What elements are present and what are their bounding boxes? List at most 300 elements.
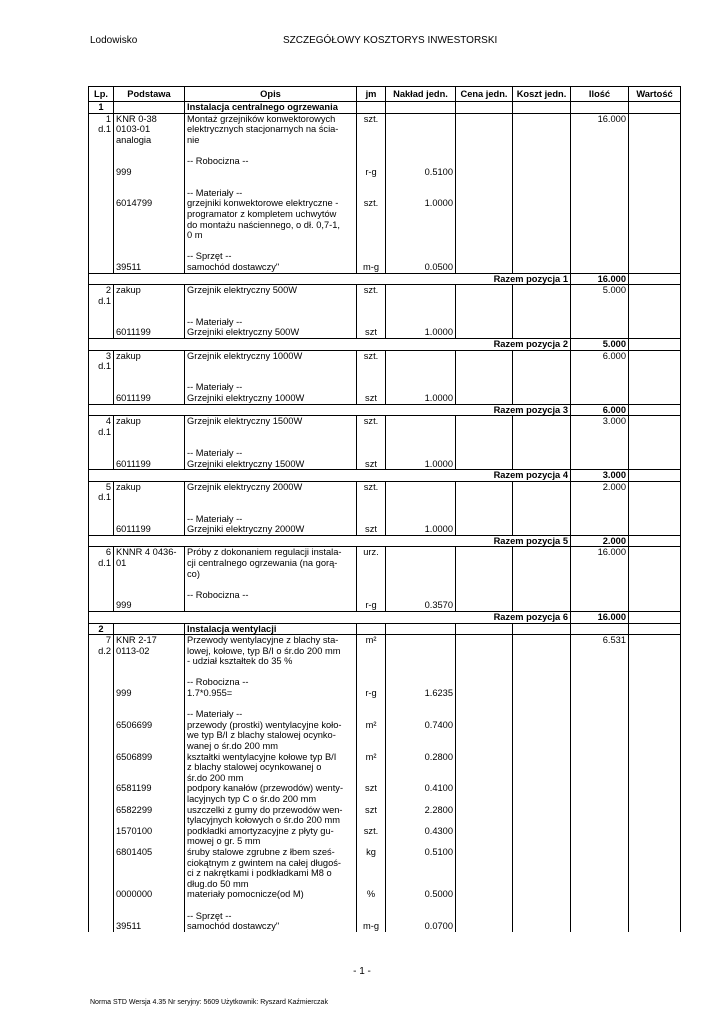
jm-cell	[357, 156, 386, 167]
resource-row	[89, 514, 681, 525]
koszt-cell	[513, 623, 571, 635]
lp-cell	[89, 262, 114, 273]
naklad-cell: 1.0000	[386, 459, 456, 470]
opis-cell: Grzejnik elektryczny 500W	[185, 285, 357, 307]
lp-cell	[89, 188, 114, 199]
ilosc-cell	[571, 524, 629, 535]
opis-cell: -- Materiały --	[185, 448, 357, 459]
resource-row	[89, 156, 681, 167]
koszt-cell	[513, 437, 571, 448]
ilosc-cell	[571, 623, 629, 635]
position-total-quantity: 3.000	[571, 470, 629, 482]
cena-cell	[456, 113, 513, 145]
lp-cell: 5 d.1	[89, 481, 114, 503]
lp-cell	[89, 372, 114, 383]
podstawa-cell	[114, 709, 185, 720]
col-header-wartosc: Wartość	[629, 87, 681, 102]
resource-row	[89, 251, 681, 262]
jm-cell: szt.	[357, 416, 386, 438]
jm-cell: szt	[357, 524, 386, 535]
wartosc-cell	[629, 889, 681, 900]
ilosc-cell	[571, 437, 629, 448]
wartosc-cell	[629, 241, 681, 252]
podstawa-cell: 6011199	[114, 327, 185, 338]
jm-cell: szt	[357, 327, 386, 338]
podstawa-cell	[114, 145, 185, 156]
koszt-cell	[513, 459, 571, 470]
lp-cell	[89, 699, 114, 710]
koszt-cell	[513, 847, 571, 889]
naklad-cell	[386, 251, 456, 262]
position-total-row	[89, 339, 681, 351]
ilosc-cell	[571, 667, 629, 678]
lp-cell	[89, 921, 114, 932]
naklad-cell	[386, 481, 456, 503]
koszt-cell	[513, 448, 571, 459]
cena-cell	[456, 623, 513, 635]
wartosc-cell	[629, 156, 681, 167]
podstawa-cell	[114, 911, 185, 922]
ilosc-cell	[571, 720, 629, 752]
lp-cell: 2 d.1	[89, 285, 114, 307]
naklad-cell: 1.0000	[386, 393, 456, 404]
podstawa-cell: 999	[114, 600, 185, 611]
jm-cell	[357, 372, 386, 383]
jm-cell: m²	[357, 635, 386, 667]
lp-cell	[89, 327, 114, 338]
jm-cell: r-g	[357, 167, 386, 178]
wartosc-cell	[629, 677, 681, 688]
wartosc-cell	[629, 145, 681, 156]
lp-cell: 3 d.1	[89, 350, 114, 372]
resource-row	[89, 262, 681, 273]
jm-cell	[357, 667, 386, 678]
spacer-row	[89, 699, 681, 710]
lp-cell: 1 d.1	[89, 113, 114, 145]
opis-cell: samochód dostawczy"	[185, 262, 357, 273]
wartosc-cell	[629, 306, 681, 317]
wartosc-cell	[629, 188, 681, 199]
resource-row	[89, 709, 681, 720]
jm-cell: szt.	[357, 198, 386, 240]
naklad-cell	[386, 382, 456, 393]
jm-cell: szt	[357, 393, 386, 404]
wartosc-cell	[629, 709, 681, 720]
naklad-cell	[386, 113, 456, 145]
naklad-cell: 1.6235	[386, 688, 456, 699]
ilosc-cell	[571, 241, 629, 252]
wartosc-cell	[629, 437, 681, 448]
opis-cell: Grzejniki elektryczny 500W	[185, 327, 357, 338]
lp-cell	[89, 241, 114, 252]
section-header-row	[89, 102, 681, 114]
position-total-label: Razem pozycja 5	[89, 535, 571, 547]
ilosc-cell	[571, 327, 629, 338]
naklad-cell	[386, 416, 456, 438]
naklad-cell: 1.0000	[386, 198, 456, 240]
spacer-row	[89, 372, 681, 383]
koszt-cell	[513, 285, 571, 307]
resource-row	[89, 393, 681, 404]
podstawa-cell	[114, 579, 185, 590]
cena-cell	[456, 847, 513, 889]
ilosc-cell	[571, 579, 629, 590]
wartosc-cell	[629, 900, 681, 911]
wartosc-cell	[629, 699, 681, 710]
naklad-cell	[386, 241, 456, 252]
ilosc-cell	[571, 514, 629, 525]
cena-cell	[456, 156, 513, 167]
cena-cell	[456, 547, 513, 579]
jm-cell	[357, 188, 386, 199]
ilosc-cell	[571, 503, 629, 514]
ilosc-cell	[571, 198, 629, 240]
opis-cell: -- Robocizna --	[185, 156, 357, 167]
opis-cell: -- Materiały --	[185, 709, 357, 720]
jm-cell: szt.	[357, 113, 386, 145]
cena-cell	[456, 514, 513, 525]
wartosc-cell	[629, 720, 681, 752]
podstawa-cell	[114, 102, 185, 114]
opis-cell	[185, 145, 357, 156]
podstawa-cell	[114, 188, 185, 199]
lp-cell	[89, 393, 114, 404]
ilosc-cell	[571, 372, 629, 383]
opis-cell	[185, 241, 357, 252]
cena-cell	[456, 590, 513, 601]
lp-cell	[89, 317, 114, 328]
wartosc-cell	[629, 350, 681, 372]
wartosc-cell	[629, 600, 681, 611]
jm-cell: %	[357, 889, 386, 900]
jm-cell	[357, 317, 386, 328]
wartosc-cell	[629, 113, 681, 145]
cost-estimate-table	[88, 86, 681, 932]
naklad-cell: 0.4100	[386, 783, 456, 804]
cena-cell	[456, 437, 513, 448]
resource-row	[89, 911, 681, 922]
naklad-cell	[386, 677, 456, 688]
ilosc-cell: 16.000	[571, 113, 629, 145]
koszt-cell	[513, 677, 571, 688]
position-total-value	[629, 535, 681, 547]
cena-cell	[456, 579, 513, 590]
ilosc-cell	[571, 677, 629, 688]
ilosc-cell: 6.000	[571, 350, 629, 372]
lp-cell: 7 d.2	[89, 635, 114, 667]
col-header-cena: Cena jedn.	[456, 87, 513, 102]
jm-cell	[357, 437, 386, 448]
cena-cell	[456, 241, 513, 252]
naklad-cell: 0.7400	[386, 720, 456, 752]
jm-cell	[357, 448, 386, 459]
ilosc-cell: 16.000	[571, 547, 629, 579]
opis-cell: -- Materiały --	[185, 317, 357, 328]
naklad-cell	[386, 350, 456, 372]
opis-cell: -- Robocizna --	[185, 590, 357, 601]
resource-row	[89, 805, 681, 826]
position-total-label: Razem pozycja 6	[89, 611, 571, 623]
lp-cell	[89, 911, 114, 922]
position-total-quantity: 16.000	[571, 611, 629, 623]
podstawa-cell: 6582299	[114, 805, 185, 826]
position-total-quantity: 16.000	[571, 273, 629, 285]
koszt-cell	[513, 635, 571, 667]
podstawa-cell	[114, 590, 185, 601]
wartosc-cell	[629, 372, 681, 383]
col-header-naklad: Nakład jedn.	[386, 87, 456, 102]
naklad-cell: 0.4300	[386, 826, 456, 847]
jm-cell	[357, 382, 386, 393]
wartosc-cell	[629, 688, 681, 699]
koszt-cell	[513, 579, 571, 590]
koszt-cell	[513, 709, 571, 720]
wartosc-cell	[629, 177, 681, 188]
lp-cell	[89, 167, 114, 178]
koszt-cell	[513, 113, 571, 145]
opis-cell: uszczelki z gumy do przewodów wen- tylacyjnych kołowych o śr.do 200 mm	[185, 805, 357, 826]
podstawa-cell: 6581199	[114, 783, 185, 804]
koszt-cell	[513, 524, 571, 535]
jm-cell	[357, 579, 386, 590]
lp-cell	[89, 709, 114, 720]
opis-cell	[185, 306, 357, 317]
koszt-cell	[513, 393, 571, 404]
koszt-cell	[513, 416, 571, 438]
cena-cell	[456, 481, 513, 503]
lp-cell	[89, 503, 114, 514]
wartosc-cell	[629, 667, 681, 678]
jm-cell	[357, 503, 386, 514]
cena-cell	[456, 720, 513, 752]
position-total-quantity: 2.000	[571, 535, 629, 547]
lp-cell	[89, 590, 114, 601]
naklad-cell	[386, 547, 456, 579]
lp-cell	[89, 156, 114, 167]
koszt-cell	[513, 600, 571, 611]
koszt-cell	[513, 241, 571, 252]
cena-cell	[456, 783, 513, 804]
resource-row	[89, 167, 681, 178]
ilosc-cell	[571, 889, 629, 900]
position-total-row	[89, 273, 681, 285]
lp-cell	[89, 437, 114, 448]
koszt-cell	[513, 547, 571, 579]
cena-cell	[456, 177, 513, 188]
position-row	[89, 481, 681, 503]
naklad-cell: 0.5000	[386, 889, 456, 900]
spacer-row	[89, 241, 681, 252]
wartosc-cell	[629, 635, 681, 667]
spacer-row	[89, 900, 681, 911]
cena-cell	[456, 524, 513, 535]
jm-cell	[357, 709, 386, 720]
resource-row	[89, 382, 681, 393]
opis-cell	[185, 579, 357, 590]
opis-cell: 1.7*0.955=	[185, 688, 357, 699]
opis-cell: Instalacja centralnego ogrzewania	[185, 102, 357, 114]
naklad-cell: 0.5100	[386, 167, 456, 178]
wartosc-cell	[629, 514, 681, 525]
koszt-cell	[513, 514, 571, 525]
jm-cell: szt	[357, 459, 386, 470]
lp-cell: 2	[89, 623, 114, 635]
cena-cell	[456, 709, 513, 720]
ilosc-cell: 2.000	[571, 481, 629, 503]
opis-cell: Grzejniki elektryczny 1000W	[185, 393, 357, 404]
cena-cell	[456, 372, 513, 383]
opis-cell: kształtki wentylacyjne kołowe typ B/I z blachy stalowej ocynkowanej o śr.do 200 mm	[185, 752, 357, 784]
position-total-quantity: 5.000	[571, 339, 629, 351]
cena-cell	[456, 752, 513, 784]
lp-cell	[89, 783, 114, 804]
jm-cell: urz.	[357, 547, 386, 579]
spacer-row	[89, 306, 681, 317]
lp-cell	[89, 306, 114, 317]
ilosc-cell	[571, 306, 629, 317]
jm-cell	[357, 241, 386, 252]
opis-cell: samochód dostawczy"	[185, 921, 357, 932]
ilosc-cell	[571, 317, 629, 328]
ilosc-cell	[571, 699, 629, 710]
podstawa-cell: 0000000	[114, 889, 185, 900]
ilosc-cell	[571, 459, 629, 470]
position-total-quantity: 6.000	[571, 404, 629, 416]
ilosc-cell	[571, 911, 629, 922]
koszt-cell	[513, 167, 571, 178]
koszt-cell	[513, 481, 571, 503]
opis-cell: -- Sprzęt --	[185, 251, 357, 262]
document-project-name: Lodowisko	[90, 35, 138, 46]
col-header-jm: jm	[357, 87, 386, 102]
page-number: - 1 -	[353, 966, 371, 977]
position-total-value	[629, 273, 681, 285]
cena-cell	[456, 285, 513, 307]
koszt-cell	[513, 783, 571, 804]
position-row	[89, 635, 681, 667]
wartosc-cell	[629, 590, 681, 601]
position-row	[89, 350, 681, 372]
lp-cell	[89, 826, 114, 847]
wartosc-cell	[629, 317, 681, 328]
wartosc-cell	[629, 503, 681, 514]
naklad-cell: 0.2800	[386, 752, 456, 784]
cena-cell	[456, 382, 513, 393]
position-total-row	[89, 611, 681, 623]
ilosc-cell	[571, 826, 629, 847]
position-row	[89, 113, 681, 145]
podstawa-cell	[114, 241, 185, 252]
wartosc-cell	[629, 847, 681, 889]
koszt-cell	[513, 590, 571, 601]
col-header-lp: Lp.	[89, 87, 114, 102]
lp-cell	[89, 600, 114, 611]
cena-cell	[456, 805, 513, 826]
koszt-cell	[513, 156, 571, 167]
cena-cell	[456, 900, 513, 911]
jm-cell: m²	[357, 720, 386, 752]
podstawa-cell: KNR 2-17 0113-02	[114, 635, 185, 667]
resource-row	[89, 327, 681, 338]
wartosc-cell	[629, 911, 681, 922]
lp-cell	[89, 145, 114, 156]
naklad-cell	[386, 317, 456, 328]
wartosc-cell	[629, 547, 681, 579]
podstawa-cell: 1570100	[114, 826, 185, 847]
wartosc-cell	[629, 459, 681, 470]
opis-cell: podpory kanałów (przewodów) wenty- lacyjnych typ C o śr.do 200 mm	[185, 783, 357, 804]
lp-cell	[89, 688, 114, 699]
naklad-cell	[386, 372, 456, 383]
lp-cell	[89, 847, 114, 889]
spacer-row	[89, 667, 681, 678]
lp-cell: 4 d.1	[89, 416, 114, 438]
jm-cell	[357, 623, 386, 635]
cena-cell	[456, 306, 513, 317]
ilosc-cell	[571, 167, 629, 178]
position-total-value	[629, 611, 681, 623]
ilosc-cell	[571, 590, 629, 601]
opis-cell: -- Materiały --	[185, 188, 357, 199]
naklad-cell	[386, 145, 456, 156]
spacer-row	[89, 177, 681, 188]
wartosc-cell	[629, 481, 681, 503]
jm-cell: r-g	[357, 600, 386, 611]
resource-row	[89, 847, 681, 889]
opis-cell: Grzejnik elektryczny 1500W	[185, 416, 357, 438]
jm-cell: m-g	[357, 921, 386, 932]
koszt-cell	[513, 900, 571, 911]
cena-cell	[456, 102, 513, 114]
cena-cell	[456, 416, 513, 438]
podstawa-cell: 6014799	[114, 198, 185, 240]
podstawa-cell	[114, 448, 185, 459]
wartosc-cell	[629, 826, 681, 847]
podstawa-cell: 999	[114, 688, 185, 699]
naklad-cell	[386, 503, 456, 514]
lp-cell	[89, 459, 114, 470]
cena-cell	[456, 459, 513, 470]
wartosc-cell	[629, 285, 681, 307]
jm-cell	[357, 306, 386, 317]
lp-cell	[89, 514, 114, 525]
lp-cell	[89, 251, 114, 262]
jm-cell: r-g	[357, 688, 386, 699]
position-total-value	[629, 339, 681, 351]
cena-cell	[456, 350, 513, 372]
opis-cell: podkładki amortyzacyjne z płyty gu- mowej o gr. 5 mm	[185, 826, 357, 847]
podstawa-cell	[114, 177, 185, 188]
koszt-cell	[513, 503, 571, 514]
opis-cell: grzejniki konwektorowe elektryczne - programator z kompletem uchwytów do montażu naściennego, o dł. 0,7-1, 0 m	[185, 198, 357, 240]
jm-cell	[357, 677, 386, 688]
position-total-label: Razem pozycja 4	[89, 470, 571, 482]
opis-cell	[185, 900, 357, 911]
koszt-cell	[513, 262, 571, 273]
wartosc-cell	[629, 416, 681, 438]
naklad-cell: 1.0000	[386, 524, 456, 535]
podstawa-cell	[114, 514, 185, 525]
cena-cell	[456, 600, 513, 611]
opis-cell: śruby stalowe zgrubne z łbem sześ- ciokątnym z gwintem na całej długoś- ci z nakrętkami i podkładkami M8 o dług.do 50 mm	[185, 847, 357, 889]
position-total-row	[89, 470, 681, 482]
ilosc-cell	[571, 382, 629, 393]
naklad-cell	[386, 306, 456, 317]
naklad-cell	[386, 102, 456, 114]
podstawa-cell	[114, 623, 185, 635]
naklad-cell	[386, 437, 456, 448]
opis-cell: Grzejnik elektryczny 2000W	[185, 481, 357, 503]
